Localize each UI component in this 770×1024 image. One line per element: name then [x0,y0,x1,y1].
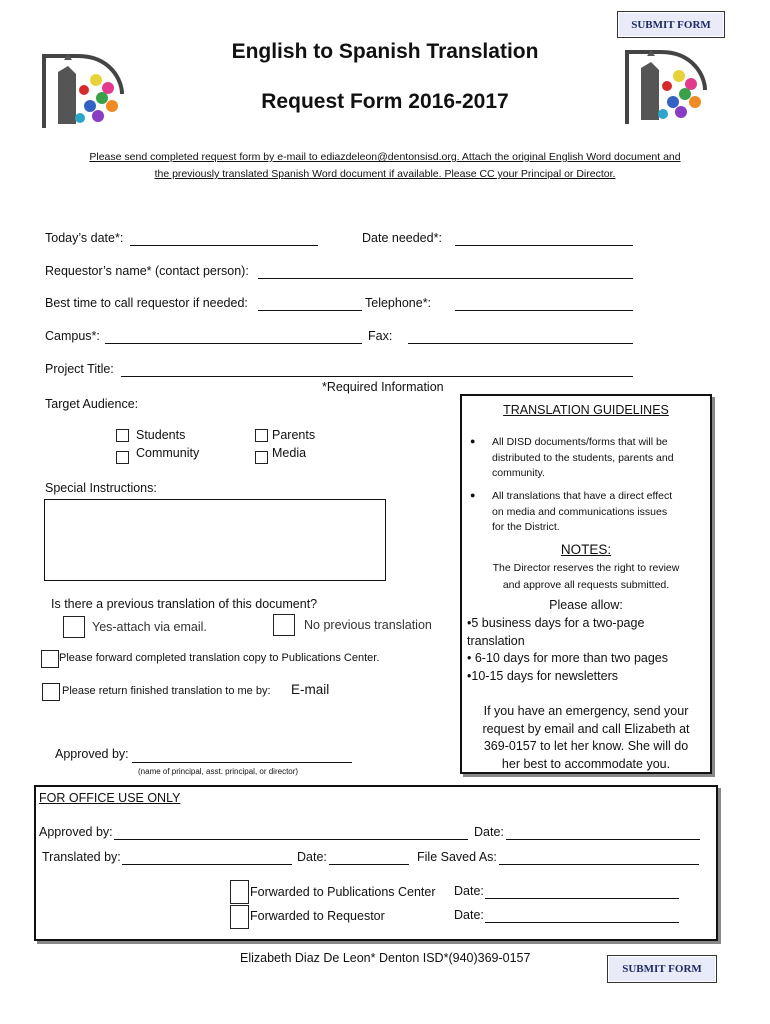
office-date4-label: Date: [454,908,484,922]
requestor-name-field[interactable] [258,278,633,279]
forwarded-req-label: Forwarded to Requestor [250,909,385,923]
todays-date-label: Today’s date*: [45,231,124,245]
fax-label: Fax: [368,329,393,343]
forwarded-req-checkbox[interactable] [230,905,249,929]
instructions-line-1: Please send completed request form by e-mail to ediazdeleon@dentonsisd.org. Attach the original English Word document and [89,151,681,163]
forward-copy-checkbox[interactable] [41,650,59,668]
guidelines-heading: TRANSLATION GUIDELINES [503,403,669,417]
parents-checkbox[interactable] [255,429,268,442]
form-title: English to Spanish Translation [231,40,539,63]
students-label: Students [136,428,186,442]
no-previous-label: No previous translation [304,618,432,632]
parents-label: Parents [272,428,316,442]
date-needed-field[interactable] [455,245,633,246]
approved-by-label: Approved by: [55,747,129,761]
office-date3-field[interactable] [485,898,679,899]
target-audience-label: Target Audience: [45,397,139,411]
allow-heading: Please allow: [549,598,623,612]
community-checkbox[interactable] [116,451,129,464]
office-use-heading: FOR OFFICE USE ONLY [39,791,181,805]
project-title-field[interactable] [121,376,633,377]
office-date3-label: Date: [454,884,484,898]
campus-label: Campus*: [45,329,100,343]
guideline-item-1: All DISD documents/forms that will be distributed to the students, parents and community. [492,436,674,479]
community-label: Community [136,446,200,460]
bullet-icon: ● [470,490,476,500]
forward-copy-label: Please forward completed translation copy to Publications Center. [59,652,380,664]
allow-list: •5 business days for a two-page translation • 6-10 days for more than two pages •10-15 days for newsletters [467,616,669,683]
campus-field[interactable] [105,343,362,344]
best-time-label: Best time to call requestor if needed: [45,296,248,310]
telephone-label: Telephone*: [365,296,432,310]
bullet-icon: ● [470,436,476,446]
office-approved-by-field[interactable] [114,839,468,840]
return-label: Please return finished translation to me by: [62,685,271,697]
office-date2-field[interactable] [329,864,409,865]
approved-by-field[interactable] [132,762,352,763]
translated-by-field[interactable] [122,864,292,865]
notes-heading: NOTES: [560,542,612,557]
required-info-note: *Required Information [322,380,444,394]
guideline-item-2: All translations that have a direct effect on media and communications issues for the District. [492,490,673,533]
requestor-name-label: Requestor’s name* (contact person): [45,264,249,278]
date-needed-label: Date needed*: [362,231,442,245]
previous-translation-question: Is there a previous translation of this document? [51,597,318,611]
submit-form-button-top[interactable]: SUBMIT FORM [617,11,725,38]
telephone-field[interactable] [455,310,633,311]
instructions-line-2: the previously translated Spanish Word document if available. Please CC your Principal or Director. [154,168,616,180]
submit-form-button-bottom[interactable]: SUBMIT FORM [607,955,717,983]
approved-by-note: (name of principal, asst. principal, or director) [138,767,299,776]
media-checkbox[interactable] [255,451,268,464]
special-instructions-label: Special Instructions: [45,481,157,495]
students-checkbox[interactable] [116,429,129,442]
yes-attach-label: Yes-attach via email. [92,620,207,634]
media-label: Media [272,446,307,460]
yes-attach-checkbox[interactable] [63,616,85,638]
office-date1-field[interactable] [506,839,700,840]
fax-field[interactable] [408,343,633,344]
footer-contact: Elizabeth Diaz De Leon* Denton ISD*(940)369-0157 [240,951,531,965]
office-date2-label: Date: [297,850,327,864]
best-time-field[interactable] [258,310,362,311]
no-previous-checkbox[interactable] [273,614,295,636]
project-title-label: Project Title: [45,362,114,376]
form-subtitle: Request Form 2016-2017 [261,90,509,113]
return-checkbox[interactable] [42,683,60,701]
return-method-field[interactable]: E-mail [291,682,330,697]
office-date1-label: Date: [474,825,504,839]
todays-date-field[interactable] [130,245,318,246]
office-approved-by-label: Approved by: [39,825,113,839]
notes-text: The Director reserves the right to review and approve all requests submitted. [492,562,680,591]
forwarded-pub-label: Forwarded to Publications Center [250,885,436,899]
emergency-note: If you have an emergency, send your request by email and call Elizabeth at 369-0157 to let her know. She will do her best to accommodate you. [482,704,690,771]
special-instructions-textarea[interactable] [44,499,386,581]
forwarded-pub-checkbox[interactable] [230,880,249,904]
file-saved-as-label: File Saved As: [417,850,497,864]
file-saved-as-field[interactable] [499,864,699,865]
translated-by-label: Translated by: [42,850,121,864]
office-date4-field[interactable] [485,922,679,923]
